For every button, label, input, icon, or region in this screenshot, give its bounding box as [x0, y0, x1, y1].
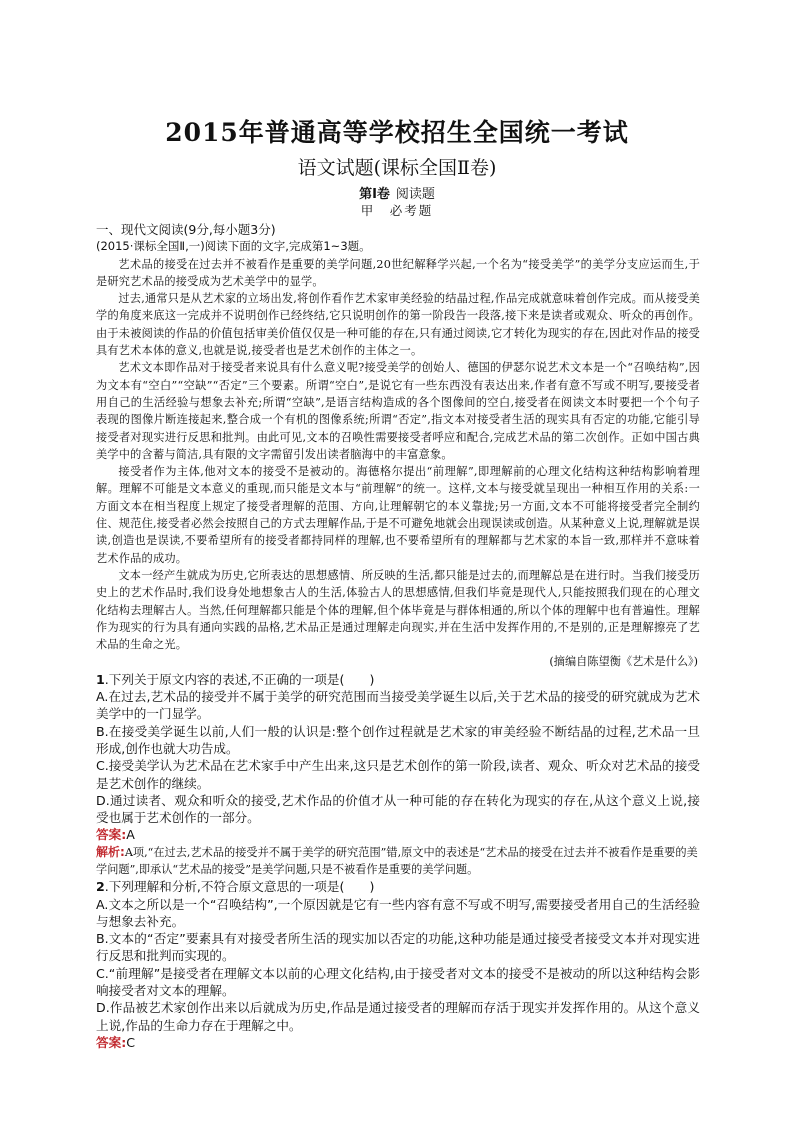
- question-1-option-d: D.通过读者、观众和听众的接受,艺术作品的价值才从一种可能的存在转化为现实的存在,从这个意义上说,接受也属于艺术创作的一部分。: [96, 792, 700, 826]
- section-heading: 一、现代文阅读(9分,每小题3分): [96, 222, 276, 237]
- question-1-stem: [96, 671, 700, 688]
- part-name: 阅读题: [395, 187, 435, 202]
- passage-paragraph: 艺术文本即作品对于接受者来说具有什么意义呢?接受美学的创始人、德国的伊瑟尔说艺术文本是一个“召唤结构”,因为文本有“空白”“空缺”“否定”三个要素。所谓“空白”,是说它有一些东西没有表达出来,作者有意不写或不明写,要接受者用自己的生活经验与想象去补充;所谓“空缺”,是语言结构造成的各个图像间的空白,接受者在阅读文本时要把一个个句子表现的图像片断连接起来,整合成一个有机的图像系统;所谓“否定”,指文本对接受者生活的现实具有否定的功能,它能引导接受者对现实进行反思和批判。由此可见,文本的召唤性需要接受者呼应和配合,完成艺术品的第二次创作。正如中国古典美学中的含蓄与简洁,具有限的文字需留引发出读者脑海中的丰富意象。: [96, 361, 700, 461]
- passage-paragraph: 接受者作为主体,他对文本的接受不是被动的。海德格尔提出“前理解”,即理解前的心理文化结构这种结构影响着理解。理解不可能是文本意义的重现,而只能是文本与“前理解”的统一。这样,文本与接受就呈现出一种相互作用的关系:一方面文本在相当程度上规定了接受者理解的范围、方向,让理解朝它的本义靠拢;另一方面,文本不可能将接受者完全制约住、规范住,接受者必然会按照自己的方式去理解作品,于是不可避免地就会出现误读或创造。从某种意义上说,理解就是误读,创造也是误读,不要希望所有的接受者都持同样的理解,也不要希望所有的理解都与艺术家的本旨一致,那样并不意味着艺术作品的成功。: [96, 465, 700, 565]
- question-text: .下列理解和分析,不符合原文意思的一项是( ): [104, 879, 375, 895]
- question-1-explanation: [96, 844, 700, 879]
- question-2-answer: [96, 1034, 700, 1051]
- question-1-option-a: A.在过去,艺术品的接受并不属于美学的研究范围而当接受美学诞生以后,关于艺术品的接受的研究就成为艺术美学中的一门显学。: [96, 689, 700, 722]
- question-2-option-a: A.文本之所以是一个“召唤结构”,一个原因就是它有一些内容有意不写或不明写,需要接受者用自己的生活经验与想象去补充。: [96, 896, 700, 929]
- question-number: 1: [96, 671, 105, 687]
- question-text: .下列关于原文内容的表述,不正确的一项是( ): [104, 671, 375, 687]
- question-2-stem: [96, 878, 700, 895]
- explanation-text: A项,“在过去,艺术品的接受并不属于美学的研究范围”错,原文中的表述是“艺术品的接受在过去并不被看作是重要的美学问题”,即承认“艺术品的接受”是美学问题,只是不被看作是重要的美学问题。: [96, 845, 698, 876]
- question-2-option-c: C.“前理解”是接受者在理解文本以前的心理文化结构,由于接受者对文本的接受不是被动的所以这种结构会影响接受者对文本的理解。: [96, 965, 700, 999]
- exam-title: 2015年普通高等学校招生全国统一考试: [165, 118, 629, 147]
- answer-label: 答案:: [96, 1034, 127, 1050]
- answer-value: C: [126, 1034, 136, 1050]
- passage-citation: (摘编自陈望衡《艺术是什么》): [549, 655, 698, 669]
- question-1-option-b: B.在接受美学诞生以前,人们一般的认识是:整个创作过程就是艺术家的审美经验不断结晶的过程,艺术品一旦形成,创作也就大功告成。: [96, 723, 700, 756]
- exam-subtitle: 语文试题(课标全国Ⅱ卷): [297, 157, 497, 179]
- answer-value: A: [126, 827, 135, 843]
- exam-content: [96, 221, 700, 1051]
- passage-paragraph: 过去,通常只是从艺术家的立场出发,将创作看作艺术家审美经验的结晶过程,作品完成就意味着创作完成。而从接受美学的角度来底这一完成并不说明创作已经终结,它只说明创作的第一阶段告一段落,接下来是读者或观众、听众的再创作。由于未被阅读的作品的价值包括审美价值仅仅是一种可能的存在,只有通过阅读,它才转化为现实的存在,因此对作品的接受具有艺术本体的意义,也就是说,接受者也是艺术创作的主体之一。: [96, 292, 700, 358]
- question-number: 2: [96, 879, 105, 895]
- explanation-label: 解析:: [96, 844, 125, 859]
- answer-label: 答案:: [96, 827, 127, 843]
- passage-paragraph: 文本一经产生就成为历史,它所表达的思想感情、所反映的生活,都只能是过去的,而理解总是在进行时。当我们接受历史上的艺术作品时,我们设身处地想象古人的生活,体验古人的思想感情,但我们毕竟是现代人,只能按照我们现在的心理文化结构去理解古人。当然,任何理解都只能是个体的理解,但个体毕竟是与群体相通的,所以个体的理解中也有普遍性。理解作为现实的行为具有通向实践的品格,艺术品正是通过理解走向现实,并在生活中发挥作用的,不是别的,正是理解擦亮了艺术品的生命之光。: [96, 568, 700, 652]
- question-2-option-d: D.作品被艺术家创作出来以后就成为历史,作品是通过接受者的理解而存活于现实并发挥作用的。从这个意义上说,作品的生命力存在于理解之中。: [96, 1000, 700, 1033]
- question-1-option-c: C.接受美学认为艺术品在艺术家手中产生出来,这只是艺术创作的第一阶段,读者、观众、听众对艺术品的接受是艺术创作的继续。: [96, 758, 700, 791]
- question-1-answer: [96, 826, 700, 843]
- subpart-heading: 甲 必考题: [360, 203, 434, 218]
- question-2-option-b: B.文本的“否定”要素具有对接受者所生活的现实加以否定的功能,这种功能是通过接受者接受文本并对现实进行反思和批判而实现的。: [96, 931, 700, 964]
- part-heading: [0, 183, 794, 202]
- source-line: (2015·课标全国Ⅱ,一)阅读下面的文字,完成第1~3题。: [96, 239, 371, 254]
- passage-paragraph: 艺术品的接受在过去并不被看作是重要的美学问题,20世纪解释学兴起,一个名为“接受美学”的美学分支应运而生,于是研究艺术品的接受成为艺术美学中的显学。: [96, 257, 700, 288]
- part-label: 第Ⅰ卷: [359, 187, 390, 202]
